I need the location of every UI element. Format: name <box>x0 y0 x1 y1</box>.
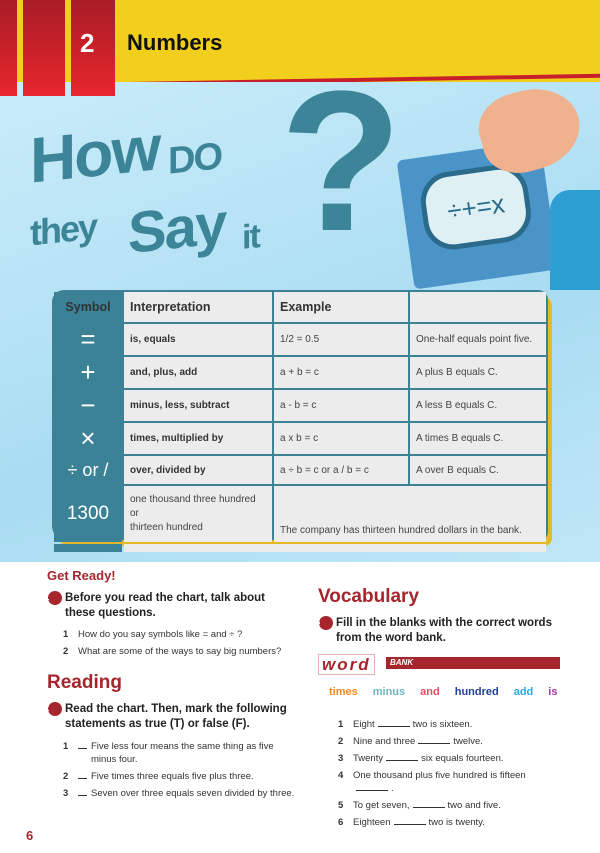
reading: One-half equals point five. <box>410 324 546 355</box>
list-item <box>338 752 563 765</box>
chart-row <box>54 357 546 388</box>
item-text: Seven over three equals seven divided by three. <box>91 788 295 799</box>
word-bank-word: times <box>329 686 358 698</box>
word-bank-word: add <box>513 686 534 698</box>
reading-instruction <box>43 702 297 732</box>
instruction-text: Fill in the blanks with the correct words from the word bank. <box>336 617 552 644</box>
chart-header-row <box>54 292 546 322</box>
word-bank-words <box>329 682 563 700</box>
page-number: 6 <box>26 828 34 843</box>
symbol-divide: ÷ or / <box>54 456 122 484</box>
item-number: 1 <box>63 741 69 752</box>
example: 1/2 = 0.5 <box>274 324 408 355</box>
interpretation-line: thirteen hundred <box>130 522 203 533</box>
question-mark-art: ? <box>280 50 403 273</box>
title-they: they <box>30 205 97 254</box>
title-how: How <box>30 111 160 197</box>
word-bank-word: minus <box>372 686 406 698</box>
word-bank-word: is <box>548 686 558 698</box>
footer-cell <box>124 544 546 552</box>
title-do: DO <box>168 135 221 183</box>
item-text: Nine and three <box>353 736 416 747</box>
symbol-plus: + <box>54 357 122 388</box>
answer-blank[interactable] <box>78 787 87 796</box>
answer-blank[interactable] <box>356 790 388 791</box>
unit-title: Numbers <box>127 30 223 55</box>
header-reading <box>410 292 546 322</box>
reading: A less B equals C. <box>410 390 546 421</box>
item-text: One thousand plus five hundred is fifteen <box>353 770 526 781</box>
footer-cell <box>54 544 122 552</box>
answer-blank[interactable] <box>413 807 445 808</box>
computer-screen: ÷+=x <box>417 161 535 253</box>
item-number: 3 <box>338 753 344 764</box>
symbol-1300: 1300 <box>54 486 122 542</box>
item-text: twelve. <box>453 736 483 747</box>
list-item <box>338 769 563 795</box>
interpretation: minus, less, subtract <box>124 390 272 421</box>
example: a + b = c <box>274 357 408 388</box>
item-text: two and five. <box>447 800 501 811</box>
item-text: two is sixteen. <box>412 719 473 730</box>
interpretation: is, equals <box>124 324 272 355</box>
answer-blank[interactable] <box>78 740 87 749</box>
symbol-times: × <box>54 423 122 454</box>
red-tab <box>23 0 65 96</box>
unit-number: 2 <box>80 28 95 58</box>
interpretation-line: one thousand three hundred <box>130 494 256 505</box>
word-bank-word: and <box>420 686 440 698</box>
interpretation: over, divided by <box>124 456 272 484</box>
vocabulary-heading: Vocabulary <box>318 586 420 607</box>
answer-blank[interactable] <box>378 726 410 727</box>
item-text: Five less four means the same thing as five minus four. <box>91 741 274 765</box>
word-bank-label: BANK <box>386 657 560 669</box>
example: a ÷ b = c or a / b = c <box>274 456 408 484</box>
get-ready-heading: Get Ready! <box>47 568 116 583</box>
list-item <box>338 735 563 748</box>
interpretation: and, plus, add <box>124 357 272 388</box>
interpretation <box>124 486 272 542</box>
exercise-number: 3 <box>319 616 333 630</box>
chart-footer-row <box>54 544 546 552</box>
chart-row <box>54 456 546 484</box>
list-item <box>63 770 297 783</box>
item-text: Eight <box>353 719 375 730</box>
vocabulary-instruction <box>314 616 563 646</box>
title-it: it <box>242 217 259 257</box>
word-bank-logo: word <box>318 654 375 675</box>
chart-row <box>54 486 546 542</box>
symbols-chart <box>52 290 548 540</box>
title-say: Say <box>128 190 226 267</box>
item-text: Eighteen <box>353 817 391 828</box>
item-text: What are some of the ways to say big numbers? <box>78 646 282 657</box>
interpretation-line: or <box>130 508 139 519</box>
chart-row <box>54 324 546 355</box>
left-column <box>43 568 297 804</box>
list-item <box>63 645 297 658</box>
right-column <box>314 586 563 833</box>
list-item <box>63 628 297 641</box>
list-item <box>338 816 563 829</box>
item-number: 3 <box>63 788 69 799</box>
item-text: How do you say symbols like = and ÷ ? <box>78 629 243 640</box>
item-text: six equals fourteen. <box>421 753 504 764</box>
reading: A over B equals C. <box>410 456 546 484</box>
list-item <box>338 718 563 731</box>
reading: A plus B equals C. <box>410 357 546 388</box>
exercise-number: 1 <box>48 591 62 605</box>
example: The company has thirteen hundred dollars in the bank. <box>274 486 546 542</box>
chart-row <box>54 423 546 454</box>
word-bank-word: hundred <box>454 686 499 698</box>
instruction-text: Read the chart. Then, mark the following statements as true (T) or false (F). <box>65 703 287 730</box>
reading-heading: Reading <box>47 672 122 693</box>
get-ready-instruction <box>43 591 297 621</box>
item-number: 2 <box>63 771 69 782</box>
reading: A times B equals C. <box>410 423 546 454</box>
item-number: 1 <box>338 719 344 730</box>
item-number: 6 <box>338 817 344 828</box>
answer-blank[interactable] <box>78 770 87 779</box>
header-example: Example <box>274 292 408 322</box>
item-number: 2 <box>63 646 69 657</box>
list-item <box>63 787 297 800</box>
answer-blank[interactable] <box>418 743 450 744</box>
chart-row <box>54 390 546 421</box>
symbol-equals: = <box>54 324 122 355</box>
instruction-text: Before you read the chart, talk about these questions. <box>65 592 266 619</box>
list-item <box>63 740 297 766</box>
example: a x b = c <box>274 423 408 454</box>
item-number: 2 <box>338 736 344 747</box>
item-number: 5 <box>338 800 344 811</box>
list-item <box>338 799 563 812</box>
item-text: To get seven, <box>353 800 410 811</box>
header-symbol: Symbol <box>54 292 122 322</box>
red-tab <box>0 0 17 96</box>
item-number: 1 <box>63 629 69 640</box>
word-bank-banner <box>318 652 563 674</box>
item-text: two is twenty. <box>428 817 485 828</box>
item-text: Five times three equals five plus three. <box>91 771 254 782</box>
symbol-minus: − <box>54 390 122 421</box>
item-text: . <box>391 783 394 794</box>
answer-blank[interactable] <box>386 760 418 761</box>
interpretation: times, multiplied by <box>124 423 272 454</box>
example: a - b = c <box>274 390 408 421</box>
item-text: Twenty <box>353 753 384 764</box>
header-interpretation: Interpretation <box>124 292 272 322</box>
item-number: 4 <box>338 770 344 781</box>
character-body-illustration <box>550 190 600 290</box>
exercise-number: 2 <box>48 702 62 716</box>
answer-blank[interactable] <box>394 824 426 825</box>
